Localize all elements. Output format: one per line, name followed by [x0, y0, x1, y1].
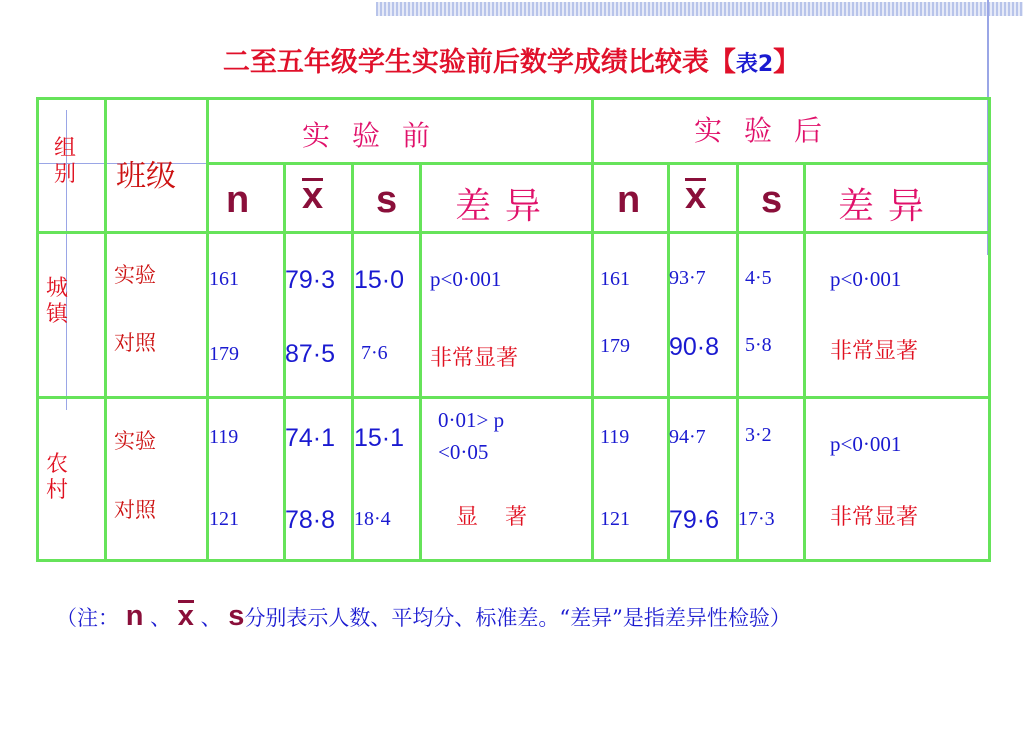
- grid-line: [419, 165, 422, 562]
- rural-after-s-exp: 3·2: [745, 424, 772, 446]
- grid-line: [736, 165, 739, 562]
- town-ctrl-label: 对照: [114, 331, 156, 355]
- note-sep-2: 、: [200, 606, 222, 630]
- header-xbar-after: [685, 175, 706, 218]
- town-after-n-ctrl: 179: [600, 335, 630, 357]
- town-before-x-ctrl: 87·5: [285, 340, 336, 368]
- header-diff-after: 差异: [838, 186, 939, 227]
- comparison-table: [36, 97, 991, 562]
- town-after-sig: 非常显著: [830, 339, 919, 364]
- town-before-s-ctrl: 7·6: [361, 342, 388, 364]
- town-exp-label: 实验: [114, 263, 156, 287]
- rural-after-x-exp: 94·7: [669, 426, 706, 448]
- rural-before-sig: 显 著: [456, 505, 537, 530]
- note-s: s: [228, 600, 245, 632]
- note-open: （注：: [56, 606, 119, 630]
- note-xbar: x: [177, 600, 194, 632]
- grid-line: [206, 100, 209, 559]
- rural-before-x-ctrl: 78·8: [285, 506, 336, 534]
- rural-after-n-ctrl: 121: [600, 508, 630, 530]
- rural-after-sig: 非常显著: [830, 505, 919, 530]
- town-after-n-exp: 161: [600, 268, 630, 290]
- page-title: [0, 40, 1023, 79]
- group-rural: 农村: [46, 452, 69, 503]
- town-before-sig: 非常显著: [430, 346, 519, 371]
- town-after-x-ctrl: 90·8: [669, 333, 720, 361]
- header-xbar-before: [302, 175, 323, 218]
- town-before-s-exp: 15·0: [354, 266, 405, 294]
- header-after: 实验后: [694, 114, 845, 147]
- grid-line: [39, 231, 988, 234]
- town-after-x-exp: 93·7: [669, 267, 706, 289]
- header-group: 组别: [54, 136, 77, 187]
- town-before-x-exp: 79·3: [285, 266, 336, 294]
- grid-line: [351, 165, 354, 562]
- grid-line: [39, 396, 988, 399]
- rural-after-s-ctrl: 17·3: [738, 508, 775, 530]
- group-town: 城镇: [46, 276, 69, 327]
- title-bracket-open: 【: [708, 47, 736, 78]
- grid-line: [591, 100, 594, 559]
- rural-before-n-ctrl: 121: [209, 508, 239, 530]
- town-before-p: p<0·001: [430, 267, 502, 291]
- town-after-p: p<0·001: [830, 267, 902, 291]
- town-before-n-exp: 161: [209, 268, 239, 290]
- title-main: 二至五年级学生实验前后数学成绩比较表: [222, 47, 709, 78]
- town-after-s-exp: 4·5: [745, 267, 772, 289]
- header-s-before: s: [376, 179, 398, 221]
- title-bracket-close: 】: [773, 47, 801, 78]
- header-s-after: s: [761, 179, 783, 221]
- rural-before-s-ctrl: 18·4: [354, 508, 391, 530]
- grid-line: [667, 165, 670, 562]
- town-after-s-ctrl: 5·8: [745, 334, 772, 356]
- grid-line: [104, 100, 107, 559]
- footnote: [56, 598, 976, 636]
- header-before: 实验前: [302, 119, 453, 152]
- title-table-label: 表2: [735, 52, 774, 77]
- rural-after-n-exp: 119: [600, 426, 630, 448]
- header-xbar-before-text: x: [302, 175, 324, 217]
- rural-ctrl-label: 对照: [114, 498, 156, 522]
- rural-after-p: p<0·001: [830, 432, 902, 456]
- decorative-pattern-band: [376, 2, 1023, 16]
- rural-before-n-exp: 119: [209, 426, 239, 448]
- town-before-n-ctrl: 179: [209, 343, 239, 365]
- note-sep-1: 、: [150, 606, 172, 630]
- header-diff-before: 差异: [455, 186, 556, 227]
- rural-before-s-exp: 15·1: [354, 424, 405, 452]
- rural-exp-label: 实验: [114, 429, 156, 453]
- rural-after-x-ctrl: 79·6: [669, 506, 720, 534]
- rural-before-x-exp: 74·1: [285, 424, 336, 452]
- grid-line: [206, 162, 991, 165]
- header-class: 班级: [116, 159, 176, 194]
- note-n: n: [125, 600, 144, 632]
- header-xbar-after-text: x: [685, 175, 707, 217]
- header-n-after: n: [617, 179, 641, 221]
- rural-before-p-line1: 0·01> p: [438, 408, 505, 432]
- rural-before-p-line2: <0·05: [438, 440, 489, 464]
- note-text: 分别表示人数、平均分、标准差。“差异”是指差异性检验）: [244, 606, 791, 630]
- header-n-before: n: [226, 179, 250, 221]
- grid-line: [803, 165, 806, 562]
